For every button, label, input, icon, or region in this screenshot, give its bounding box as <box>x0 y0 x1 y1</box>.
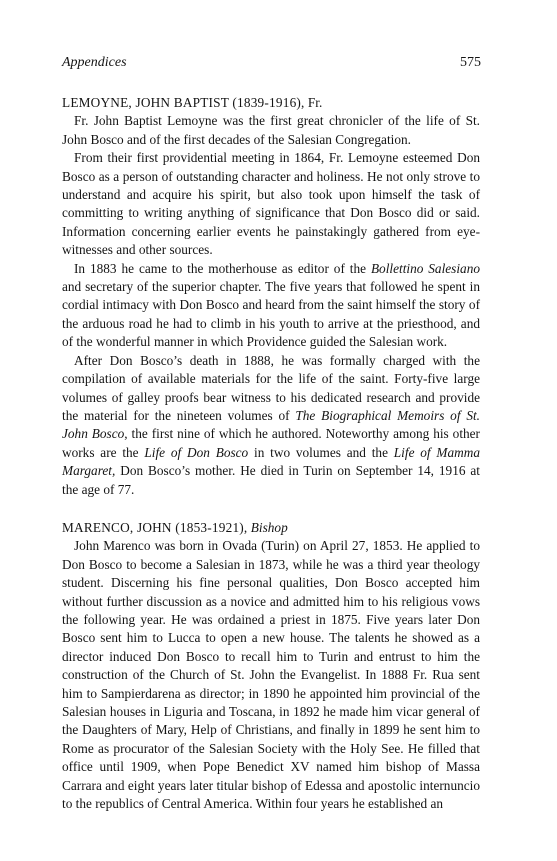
italic-title: Life of Don Bosco <box>144 444 249 460</box>
entry-heading-title: Fr. <box>304 95 323 110</box>
entry-heading-title: Bishop <box>247 519 288 535</box>
entry-paragraph <box>62 537 480 813</box>
running-header <box>62 55 481 75</box>
entry-paragraph <box>62 149 480 259</box>
italic-title: Bollettino Salesiano <box>370 260 480 276</box>
entry-heading <box>62 519 480 537</box>
entry-paragraph <box>62 260 480 352</box>
italic-title: Life of Mamma Margaret, <box>62 444 480 479</box>
entry-heading-name: MARENCO, JOHN (1853-1921), <box>62 519 248 535</box>
text-run: In 1883 he came to the motherhouse as editor of the <box>74 260 371 276</box>
italic-title: The Biographical Memoirs of St. John Bosco <box>62 407 480 442</box>
text-run: and secretary of the superior chapter. The five years that followed he spent in cordial intimacy with Don Bosco and heard from the saint himself the story of the arduous road he had to climb in his youth to arrive at the priesthood, and of the wonderful manner in which Providence guided the Salesian work. <box>62 279 480 350</box>
entry-lemoyne <box>62 94 480 499</box>
entry-paragraph <box>62 112 480 149</box>
page-body <box>62 94 480 813</box>
text-run: , the first nine of which he authored. Noteworthy among his other works are the <box>62 426 480 460</box>
text-run: Fr. John Baptist Lemoyne was the first great chronicler of the life of St. John Bosco and of the first decades of the Salesian Congregation. <box>62 113 480 147</box>
text-run: Don Bosco’s mother. He died in Turin on September 14, 1916 at the age of 77. <box>62 463 480 497</box>
text-run: From their first providential meeting in 1864, Fr. Lemoyne esteemed Don Bosco as a person of outstanding character and holiness. He not only strove to understand and acquire his spirit, but also took upon himself the task of committing to writing anything of significance that Don Bosco did or said. Information concerning earlier events he painstakingly gathered from eye-witnesses and other sources. <box>62 150 480 258</box>
entry-heading <box>62 94 480 112</box>
running-header-title: Appendices <box>62 55 127 70</box>
text-run: in two volumes and the <box>248 444 394 460</box>
entry-heading-name: LEMOYNE, JOHN BAPTIST (1839-1916), <box>62 95 305 110</box>
text-run: John Marenco was born in Ovada (Turin) on April 27, 1853. He applied to Don Bosco to become a Salesian in 1873, while he was a third year theology student. Discerning his fine personal qualities, Don Bosco accepted him without further discussion as a novice and admitted him to his religious vows the following year. He was ordained a priest in 1875. Five years later Don Bosco sent him to Lucca to open a new house. The talents he showed as a director induced Don Bosco to recall him to Turin and entrust to him the construction of the Church of St. John the Evangelist. In 1888 Fr. Rua sent him to Sampierdarena as director; in 1890 he appointed him provincial of the Salesian houses in Liguria and Toscana, in 1892 he made him vicar general of the Daughters of Mary, Help of Christians, and finally in 1899 he sent him to Rome as procurator of the Salesian Society with the Holy See. He filled that office until 1909, when Pope Benedict XV named him bishop of Massa Carrara and eight years later titular bishop of Edessa and apostolic internuncio to the republics of Central America. Within four years he established an <box>62 538 480 812</box>
text-run: After Don Bosco’s death in 1888, he was formally charged with the compilation of available materials for the life of the saint. Forty-five large volumes of galley proofs bear witness to his dedicated research and provide the material for the nineteen volumes of <box>62 352 480 423</box>
entry-marenco <box>62 519 480 814</box>
page-number: 575 <box>460 55 481 70</box>
entry-paragraph <box>62 352 480 499</box>
